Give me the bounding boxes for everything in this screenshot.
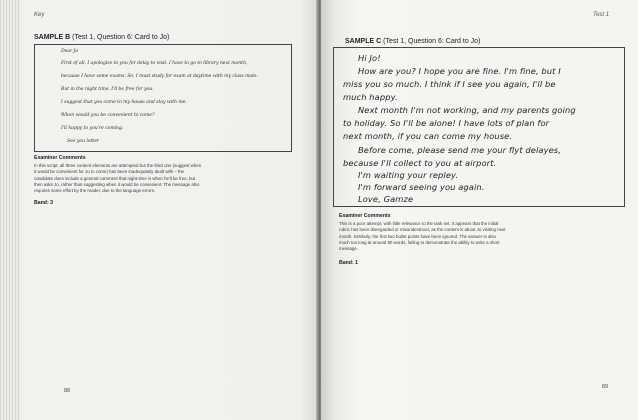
letter-line: to holiday. So I'll be alone! I have lots of plan for bbox=[343, 118, 550, 128]
letter-line: How are you? I hope you are fine. I'm fine, but I bbox=[358, 66, 561, 76]
examiner-comments-heading: Examiner Comments bbox=[34, 155, 86, 161]
page-number: 89 bbox=[602, 384, 609, 390]
band-score: Band: 3 bbox=[34, 200, 54, 206]
sample-c-subtitle: (Test 1, Question 6: Card to Jo) bbox=[383, 38, 481, 45]
letter-line: I'm waiting your repley. bbox=[358, 170, 459, 180]
sample-b-title bbox=[34, 34, 169, 41]
sample-c-label: SAMPLE C bbox=[345, 38, 382, 45]
examiner-comments-heading: Examiner Comments bbox=[339, 213, 391, 219]
comment-line: This is a poor attempt, with little relevance to the task set. It appears that the initial bbox=[339, 221, 499, 226]
comment-line: month. Similarly, the first two bullet points have been ignored. The answer is also bbox=[339, 233, 497, 239]
comment-line: In this script, all three content elements are attempted but the third one (suggest when bbox=[34, 163, 202, 168]
examiner-comments bbox=[339, 221, 629, 252]
comment-line: requires some effort by the reader, due to the language errors. bbox=[34, 188, 155, 194]
letter-line: Next month I'm not working, and my parents going bbox=[358, 105, 576, 115]
letter-line: See you letter bbox=[67, 139, 99, 144]
left-page bbox=[0, 0, 318, 420]
letter-line: But in the night time, I'll be free for you. bbox=[61, 87, 154, 92]
letter-line: When would you be convenient to come? bbox=[61, 113, 155, 118]
sample-b-label: SAMPLE B bbox=[34, 34, 71, 41]
comment-line: rubric has been disregarded or misunderstood, as the content is about Jo visiting next bbox=[339, 227, 506, 233]
sample-c-letter-box bbox=[333, 47, 625, 207]
running-head-key: Key bbox=[34, 12, 45, 18]
comment-line: much too long at around 90 words, failing to demonstrate the ability to write a short bbox=[339, 239, 500, 245]
right-page bbox=[321, 0, 638, 420]
letter-line: Hi Jo! bbox=[358, 53, 381, 63]
letter-line: I suggest that you come to my house and stay with me. bbox=[61, 100, 187, 105]
sample-b-letter-box bbox=[34, 44, 292, 152]
letter-line: miss you so much. I think if I see you again, I'll be bbox=[343, 79, 556, 89]
letter-line: next month, if you can come my house. bbox=[343, 131, 513, 141]
comment-line: it would be convenient for Jo to come) has been inadequately dealt with – the bbox=[34, 169, 185, 175]
page-edges bbox=[0, 0, 20, 420]
letter-line: First of all, I apologize to you for delay to visit. I have to go to library next month, bbox=[61, 61, 248, 66]
letter-line: I'm forward seeing you again. bbox=[358, 182, 485, 192]
letter-line: because I'll collect to you at airport. bbox=[343, 158, 497, 168]
running-head-test: Test 1 bbox=[593, 12, 610, 18]
examiner-comments bbox=[34, 163, 296, 194]
sample-c-title bbox=[345, 38, 480, 45]
letter-line: Before come, please send me your flyt delayes, bbox=[358, 145, 561, 155]
letter-line: because I have some exams. So, I must study for exam at daytime with my class mate. bbox=[61, 74, 258, 79]
page-number: 88 bbox=[64, 388, 71, 394]
comment-line: then asks Jo, rather than suggesting when it would be convenient. The message also bbox=[34, 181, 200, 187]
band-score: Band: 1 bbox=[339, 260, 359, 266]
letter-line: Love, Gamze bbox=[358, 194, 414, 204]
letter-line: Dear Jo bbox=[61, 49, 79, 54]
sample-b-subtitle: (Test 1, Question 6: Card to Jo) bbox=[72, 34, 170, 41]
comment-line: candidate does include a general comment that night-time is when he'll be free, but bbox=[34, 175, 196, 181]
letter-line: I'll happy to you're coming. bbox=[61, 126, 124, 131]
letter-line: much happy. bbox=[343, 92, 398, 102]
comment-line: message. bbox=[339, 246, 359, 252]
